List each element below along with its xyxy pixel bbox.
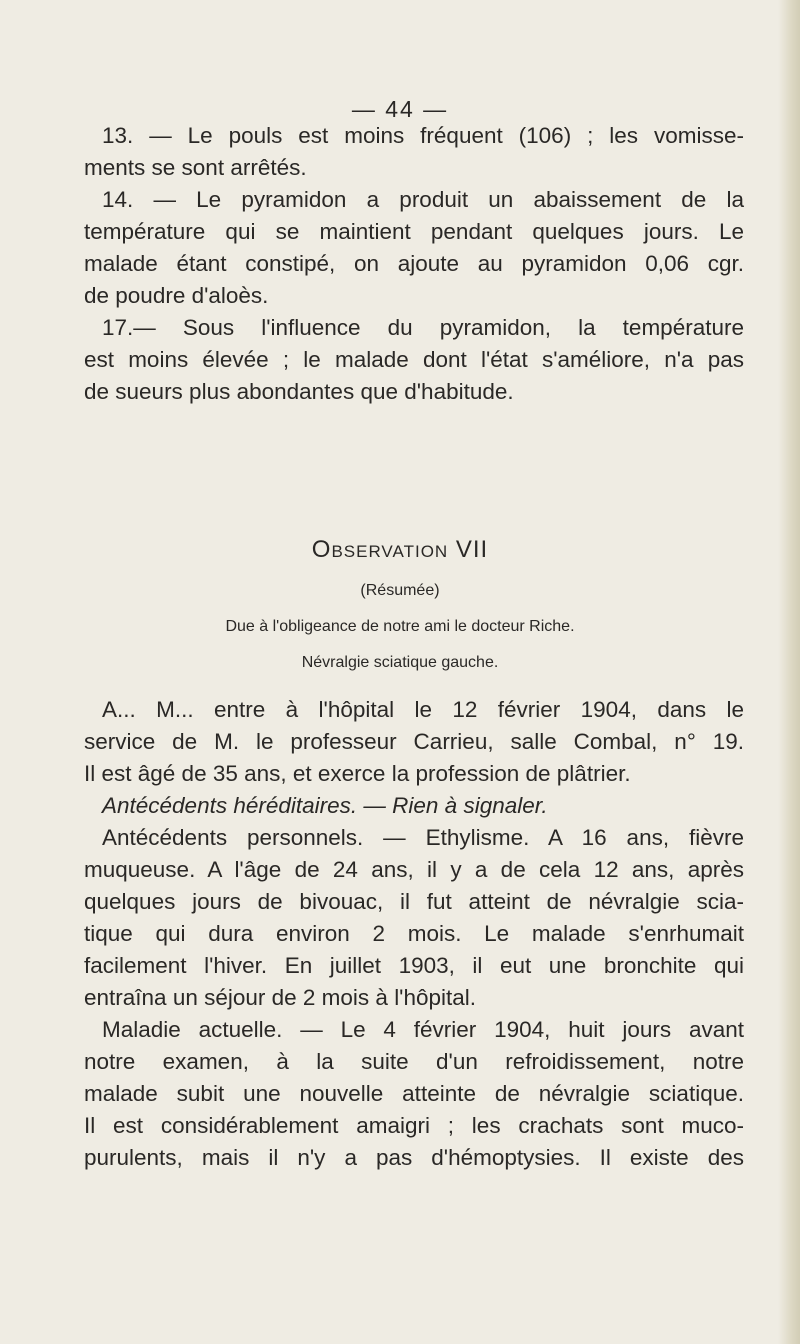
text-line: est moins élevée ; le malade dont l'état s'améliore, n'a pas (84, 347, 744, 372)
text-line: température qui se maintient pendant quelques jours. Le (84, 219, 744, 244)
observation-resumee: (Résumée) (360, 582, 440, 599)
page-number: — 44 — (351, 96, 449, 122)
text-line: Il est considérablement amaigri ; les crachats sont muco- (84, 1113, 744, 1138)
text-line: Maladie actuelle. — Le 4 février 1904, huit jours avant (102, 1017, 744, 1042)
paragraph-block-1 (84, 120, 744, 408)
text-line: de poudre d'aloès. (84, 283, 269, 308)
text-line: notre examen, à la suite d'un refroidissement, notre (84, 1049, 744, 1074)
text-line: Il est âgé de 35 ans, et exerce la profession de plâtrier. (84, 761, 631, 786)
text-line: tique qui dura environ 2 mois. Le malade s'enrhumait (84, 921, 744, 946)
text-line: 17.— Sous l'influence du pyramidon, la température (102, 315, 744, 340)
text-line: ments se sont arrêtés. (84, 155, 307, 180)
observation-diagnosis: Névralgie sciatique gauche. (301, 654, 499, 671)
observation-credit: Due à l'obligeance de notre ami le docteur Riche. (225, 618, 575, 635)
text-line: service de M. le professeur Carrieu, salle Combal, n° 19. (84, 729, 744, 754)
text-line: A... M... entre à l'hôpital le 12 février 1904, dans le (102, 697, 744, 722)
text-line: 14. — Le pyramidon a produit un abaissement de la (102, 187, 744, 212)
text-line-italic-lead: Antécédents héréditaires. — Rien à signaler. (102, 793, 548, 818)
text-line: entraîna un séjour de 2 mois à l'hôpital. (84, 985, 477, 1010)
text-line: Antécédents personnels. — Ethylisme. A 16 ans, fièvre (102, 825, 744, 850)
text-line: purulents, mais il n'y a pas d'hémoptysies. Il existe des (84, 1145, 744, 1170)
text-line: 13. — Le pouls est moins fréquent (106) ; les vomisse- (102, 123, 744, 148)
paragraph-block-2 (84, 694, 744, 1174)
text-line: facilement l'hiver. En juillet 1903, il eut une bronchite qui (84, 953, 744, 978)
text-line: muqueuse. A l'âge de 24 ans, il y a de cela 12 ans, après (84, 857, 744, 882)
text-line: malade subit une nouvelle atteinte de névralgie sciatique. (84, 1081, 744, 1106)
observation-heading: Observation VII (311, 536, 489, 563)
text-line: de sueurs plus abondantes que d'habitude. (84, 379, 514, 404)
text-line: quelques jours de bivouac, il fut atteint de névralgie scia- (84, 889, 744, 914)
text-line: malade étant constipé, on ajoute au pyramidon 0,06 cgr. (84, 251, 744, 276)
page-edge (778, 0, 800, 1344)
